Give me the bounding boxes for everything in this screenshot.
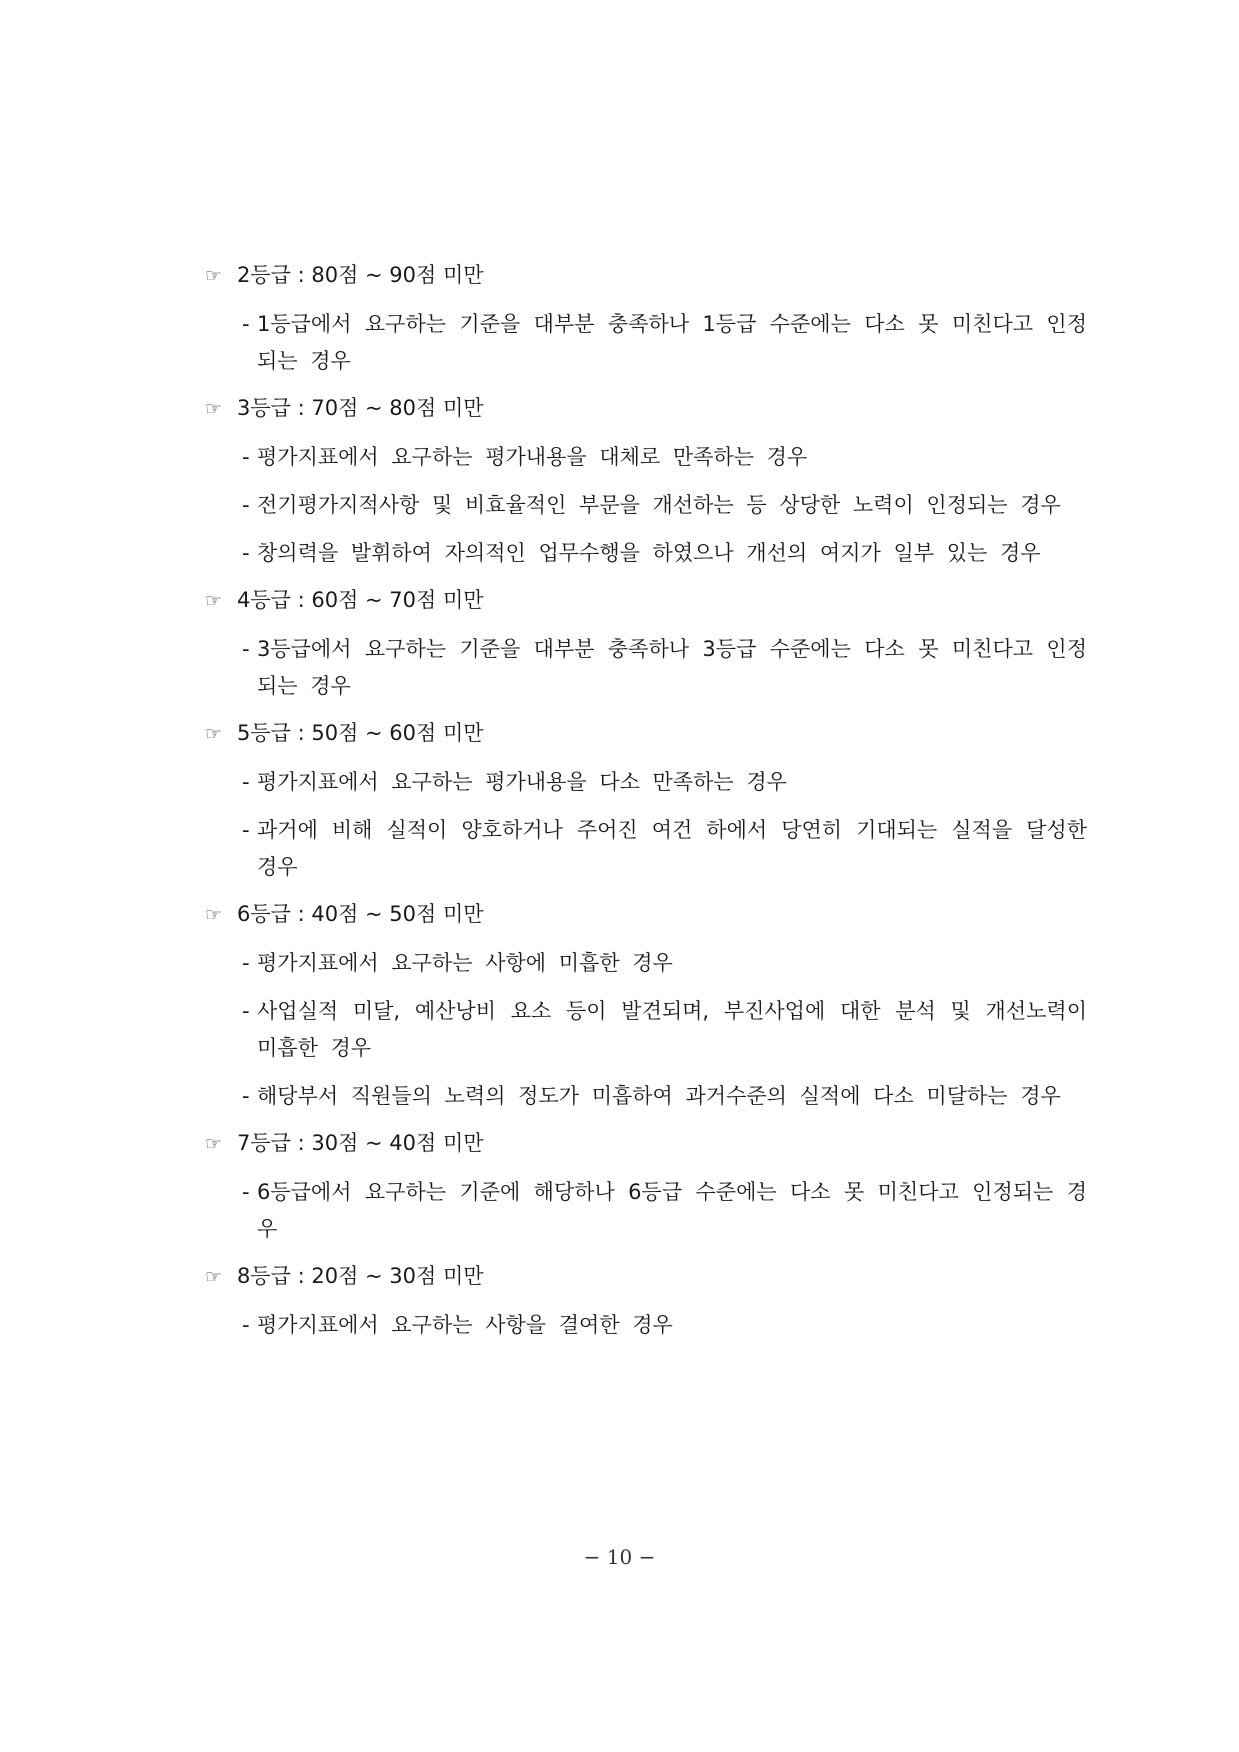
grade-label: 6등급 : 40점 ~ 50점 미만 bbox=[237, 902, 484, 926]
criteria-item bbox=[205, 535, 1087, 572]
item-dash: - bbox=[242, 1180, 250, 1204]
criteria-item bbox=[205, 487, 1087, 524]
pointing-hand-icon: ☞ bbox=[205, 590, 223, 612]
item-dash: - bbox=[242, 637, 250, 661]
item-dash: - bbox=[242, 770, 250, 794]
item-dash: - bbox=[242, 541, 250, 565]
grade-label: 7등급 : 30점 ~ 40점 미만 bbox=[237, 1131, 484, 1155]
item-dash: - bbox=[242, 1084, 250, 1108]
grade-heading bbox=[205, 258, 1087, 306]
criteria-item bbox=[205, 764, 1087, 801]
criteria-item bbox=[205, 306, 1087, 380]
item-dash: - bbox=[242, 312, 250, 336]
item-dash: - bbox=[242, 818, 250, 842]
pointing-hand-icon: ☞ bbox=[205, 1266, 223, 1288]
item-dash: - bbox=[242, 445, 250, 469]
criteria-text: 전기평가지적사항 및 비효율적인 부문을 개선하는 등 상당한 노력이 인정되는 경우 bbox=[257, 493, 1061, 517]
criteria-item bbox=[205, 1174, 1087, 1248]
criteria-item bbox=[205, 439, 1087, 476]
grade-heading bbox=[205, 1259, 1087, 1307]
item-dash: - bbox=[242, 951, 250, 975]
grade-criteria-list bbox=[205, 258, 1087, 1355]
criteria-item bbox=[205, 993, 1087, 1067]
pointing-hand-icon: ☞ bbox=[205, 904, 223, 926]
criteria-item bbox=[205, 812, 1087, 886]
grade-heading bbox=[205, 897, 1087, 945]
criteria-text: 평가지표에서 요구하는 평가내용을 다소 만족하는 경우 bbox=[257, 770, 787, 794]
criteria-item bbox=[205, 631, 1087, 705]
criteria-item bbox=[205, 1078, 1087, 1115]
grade-label: 8등급 : 20점 ~ 30점 미만 bbox=[237, 1264, 484, 1288]
criteria-text: 과거에 비해 실적이 양호하거나 주어진 여건 하에서 당연히 기대되는 실적을 달성한 경우 bbox=[257, 818, 1087, 879]
grade-heading bbox=[205, 583, 1087, 631]
criteria-text: 1등급에서 요구하는 기준을 대부분 충족하나 1등급 수준에는 다소 못 미친다고 인정되는 경우 bbox=[257, 312, 1087, 373]
item-dash: - bbox=[242, 999, 250, 1023]
item-dash: - bbox=[242, 493, 250, 517]
pointing-hand-icon: ☞ bbox=[205, 398, 223, 420]
criteria-text: 창의력을 발휘하여 자의적인 업무수행을 하였으나 개선의 여지가 일부 있는 경우 bbox=[257, 541, 1041, 565]
grade-heading bbox=[205, 716, 1087, 764]
item-dash: - bbox=[242, 1313, 250, 1337]
criteria-text: 해당부서 직원들의 노력의 정도가 미흡하여 과거수준의 실적에 다소 미달하는 경우 bbox=[257, 1084, 1061, 1108]
criteria-text: 6등급에서 요구하는 기준에 해당하나 6등급 수준에는 다소 못 미친다고 인정되는 경우 bbox=[257, 1180, 1087, 1241]
page-number: − 10 − bbox=[583, 1545, 656, 1569]
criteria-text: 평가지표에서 요구하는 사항을 결여한 경우 bbox=[257, 1313, 673, 1337]
grade-label: 3등급 : 70점 ~ 80점 미만 bbox=[237, 396, 484, 420]
grade-heading bbox=[205, 1126, 1087, 1174]
grade-label: 5등급 : 50점 ~ 60점 미만 bbox=[237, 721, 484, 745]
criteria-text: 평가지표에서 요구하는 사항에 미흡한 경우 bbox=[257, 951, 673, 975]
criteria-text: 3등급에서 요구하는 기준을 대부분 충족하나 3등급 수준에는 다소 못 미친다고 인정되는 경우 bbox=[257, 637, 1087, 698]
pointing-hand-icon: ☞ bbox=[205, 1133, 223, 1155]
grade-label: 2등급 : 80점 ~ 90점 미만 bbox=[237, 263, 484, 287]
criteria-text: 평가지표에서 요구하는 평가내용을 대체로 만족하는 경우 bbox=[257, 445, 808, 469]
pointing-hand-icon: ☞ bbox=[205, 723, 223, 745]
pointing-hand-icon: ☞ bbox=[205, 265, 223, 287]
criteria-item bbox=[205, 945, 1087, 982]
grade-label: 4등급 : 60점 ~ 70점 미만 bbox=[237, 588, 484, 612]
grade-heading bbox=[205, 391, 1087, 439]
criteria-text: 사업실적 미달, 예산낭비 요소 등이 발견되며, 부진사업에 대한 분석 및 개선노력이 미흡한 경우 bbox=[257, 999, 1087, 1060]
criteria-item bbox=[205, 1307, 1087, 1344]
